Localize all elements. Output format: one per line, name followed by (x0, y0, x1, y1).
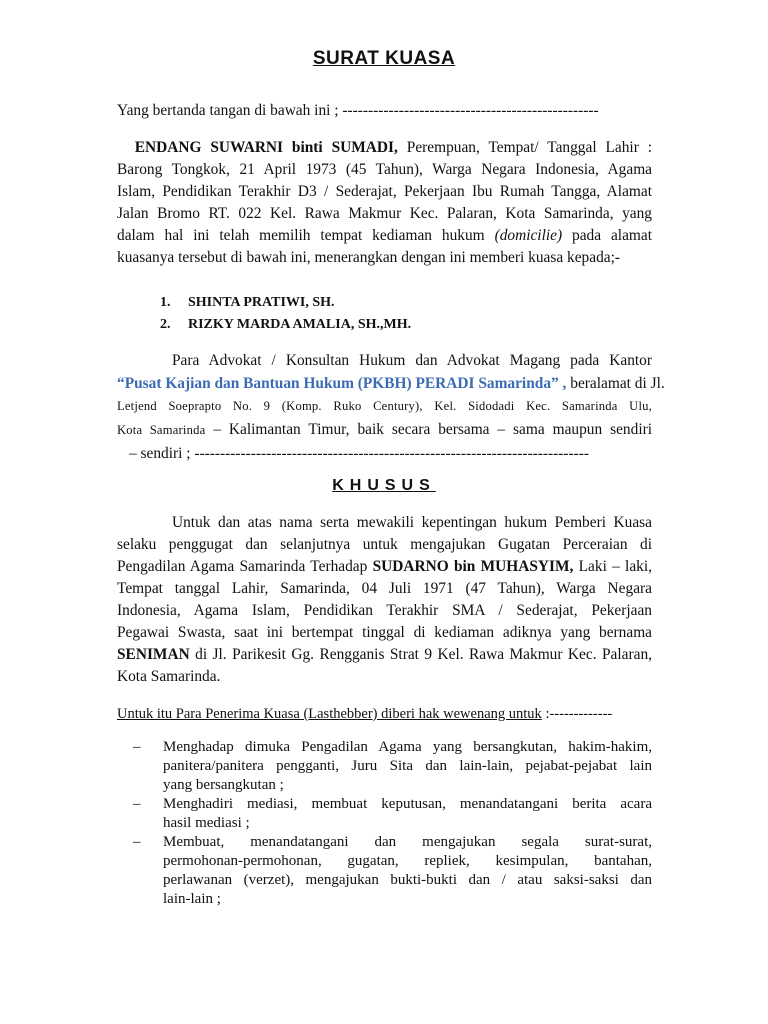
powers-heading (117, 703, 652, 725)
grantor-birth-label: Perempuan, Tempat/ Tanggal Lahir : (406, 139, 652, 156)
powers-heading-tail: :------------- (545, 706, 613, 722)
office-province: – Kalimantan Timur, baik secara bersama – sama maupun sendiri (213, 421, 652, 438)
grantor-line-1 (117, 137, 652, 159)
purpose-line-1: Untuk dan atas nama serta mewakili kepentingan hukum Pemberi Kuasa (172, 514, 652, 531)
intro-text: Yang bertanda tangan di bawah ini ; -------------------------------------------------- (117, 102, 599, 119)
power-line: yang bersangkutan ; (163, 777, 284, 793)
dash-bullet: – (133, 739, 141, 755)
attorney-list (160, 292, 411, 336)
sibling-address: di Jl. Parikesit Gg. Rengganis Strat 9 Kel. Rawa Makmur Kec. Palaran, (195, 646, 652, 663)
attorney-item-1 (160, 292, 411, 314)
purpose-line-8: Kota Samarinda. (117, 668, 221, 685)
office-paragraph (117, 349, 665, 465)
office-city: Kota Samarinda (117, 423, 206, 437)
purpose-line-5: Indonesia, Agama Islam, Pendidikan Terakhir SMA / Sederajat, Pekerjaan (117, 602, 652, 619)
attorney-name: RIZKY MARDA AMALIA, SH.,MH. (188, 317, 412, 332)
purpose-line-3 (117, 556, 652, 578)
grantor-line-5 (117, 225, 652, 247)
office-line-2 (117, 372, 665, 395)
power-line: Membuat, menandatangani dan mengajukan segala surat-surat, (163, 834, 652, 850)
purpose-line-6: Pegawai Swasta, saat ini bertempat tinggal di kediaman adiknya yang bernama (117, 624, 652, 641)
grantor-line-2: Barong Tongkok, 21 April 1973 (45 Tahun), Warga Negara Indonesia, Agama (117, 161, 652, 178)
dash-bullet: – (133, 834, 141, 850)
sibling-name: SENIMAN (117, 646, 190, 663)
grantor-domicile-tail: pada alamat (572, 227, 652, 244)
defendant-gender: Laki – laki, (578, 558, 652, 575)
firm-name: “Pusat Kajian dan Bantuan Hukum (PKBH) PERADI Samarinda” , (117, 375, 567, 392)
office-line-5: – sendiri ; ----------------------------------------------------------------------------- (129, 445, 590, 462)
power-line: perlawanan (verzet), mengajukan bukti-bukti dan / atau saksi-saksi dan (163, 872, 652, 888)
power-item-2 (133, 795, 652, 833)
power-line: panitera/panitera pengganti, Juru Sita dan lain-lain, pejabat-pejabat lain (163, 758, 652, 774)
power-item-1 (133, 738, 652, 795)
power-line: Menghadap dimuka Pengadilan Agama yang bersangkutan, hakim-hakim, (163, 739, 652, 755)
power-line: lain-lain ; (163, 891, 221, 907)
power-line: Menghadiri mediasi, membuat keputusan, menandatangani berita acara (163, 796, 652, 812)
grantor-name: ENDANG SUWARNI binti SUMADI, (134, 139, 398, 156)
grantor-paragraph (117, 137, 652, 269)
power-item-3 (133, 833, 652, 909)
purpose-line-7 (117, 644, 652, 666)
purpose-line-2: selaku penggugat dan selanjutnya untuk mengajukan Gugatan Perceraian di (117, 536, 652, 553)
grantor-line-6: kuasanya tersebut di bawah ini, menerangkan dengan ini memberi kuasa kepada;- (117, 249, 621, 266)
attorney-name: SHINTA PRATIWI, SH. (188, 295, 335, 310)
office-line-3: Letjend Soeprapto No. 9 (Komp. Ruko Century), Kel. Sidodadi Kec. Samarinda Ulu, (117, 399, 652, 413)
document-title: SURAT KUASA (312, 48, 456, 69)
power-line: permohonan-permohonan, gugatan, repliek, kesimpulan, bantahan, (163, 853, 652, 869)
court-text: Pengadilan Agama Samarinda Terhadap (117, 558, 368, 575)
power-line: hasil mediasi ; (163, 815, 250, 831)
office-line-1: Para Advokat / Konsultan Hukum dan Advokat Magang pada Kantor (172, 352, 652, 369)
power-item-text (163, 738, 652, 795)
grantor-line-4: Jalan Bromo RT. 022 Kel. Rawa Makmur Kec. Palaran, Kota Samarinda, yang (117, 205, 652, 222)
attorney-number: 2. (160, 317, 171, 332)
defendant-name: SUDARNO bin MUHASYIM, (372, 558, 574, 575)
grantor-line-3: Islam, Pendidikan Terakhir D3 / Sederajat, Pekerjaan Ibu Rumah Tangga, Alamat (117, 183, 652, 200)
grantor-domicile-term: (domicilie) (494, 227, 563, 244)
power-item-text (163, 795, 652, 833)
attorney-item-2 (160, 314, 411, 336)
office-address-label: beralamat di Jl. (570, 375, 665, 392)
powers-heading-text: Untuk itu Para Penerima Kuasa (Lasthebber) diberi hak wewenang untuk (117, 706, 542, 722)
purpose-line-4: Tempat tanggal Lahir, Samarinda, 04 Juli 1971 (47 Tahun), Warga Negara (117, 580, 652, 597)
khusus-heading: KHUSUS (332, 477, 436, 494)
power-item-text (163, 833, 652, 909)
intro-line (117, 100, 652, 122)
attorney-number: 1. (160, 295, 171, 310)
dash-bullet: – (133, 796, 141, 812)
purpose-paragraph (117, 512, 652, 688)
office-line-4 (117, 418, 652, 442)
grantor-domicile-text: dalam hal ini telah memilih tempat kediaman hukum (117, 227, 485, 244)
